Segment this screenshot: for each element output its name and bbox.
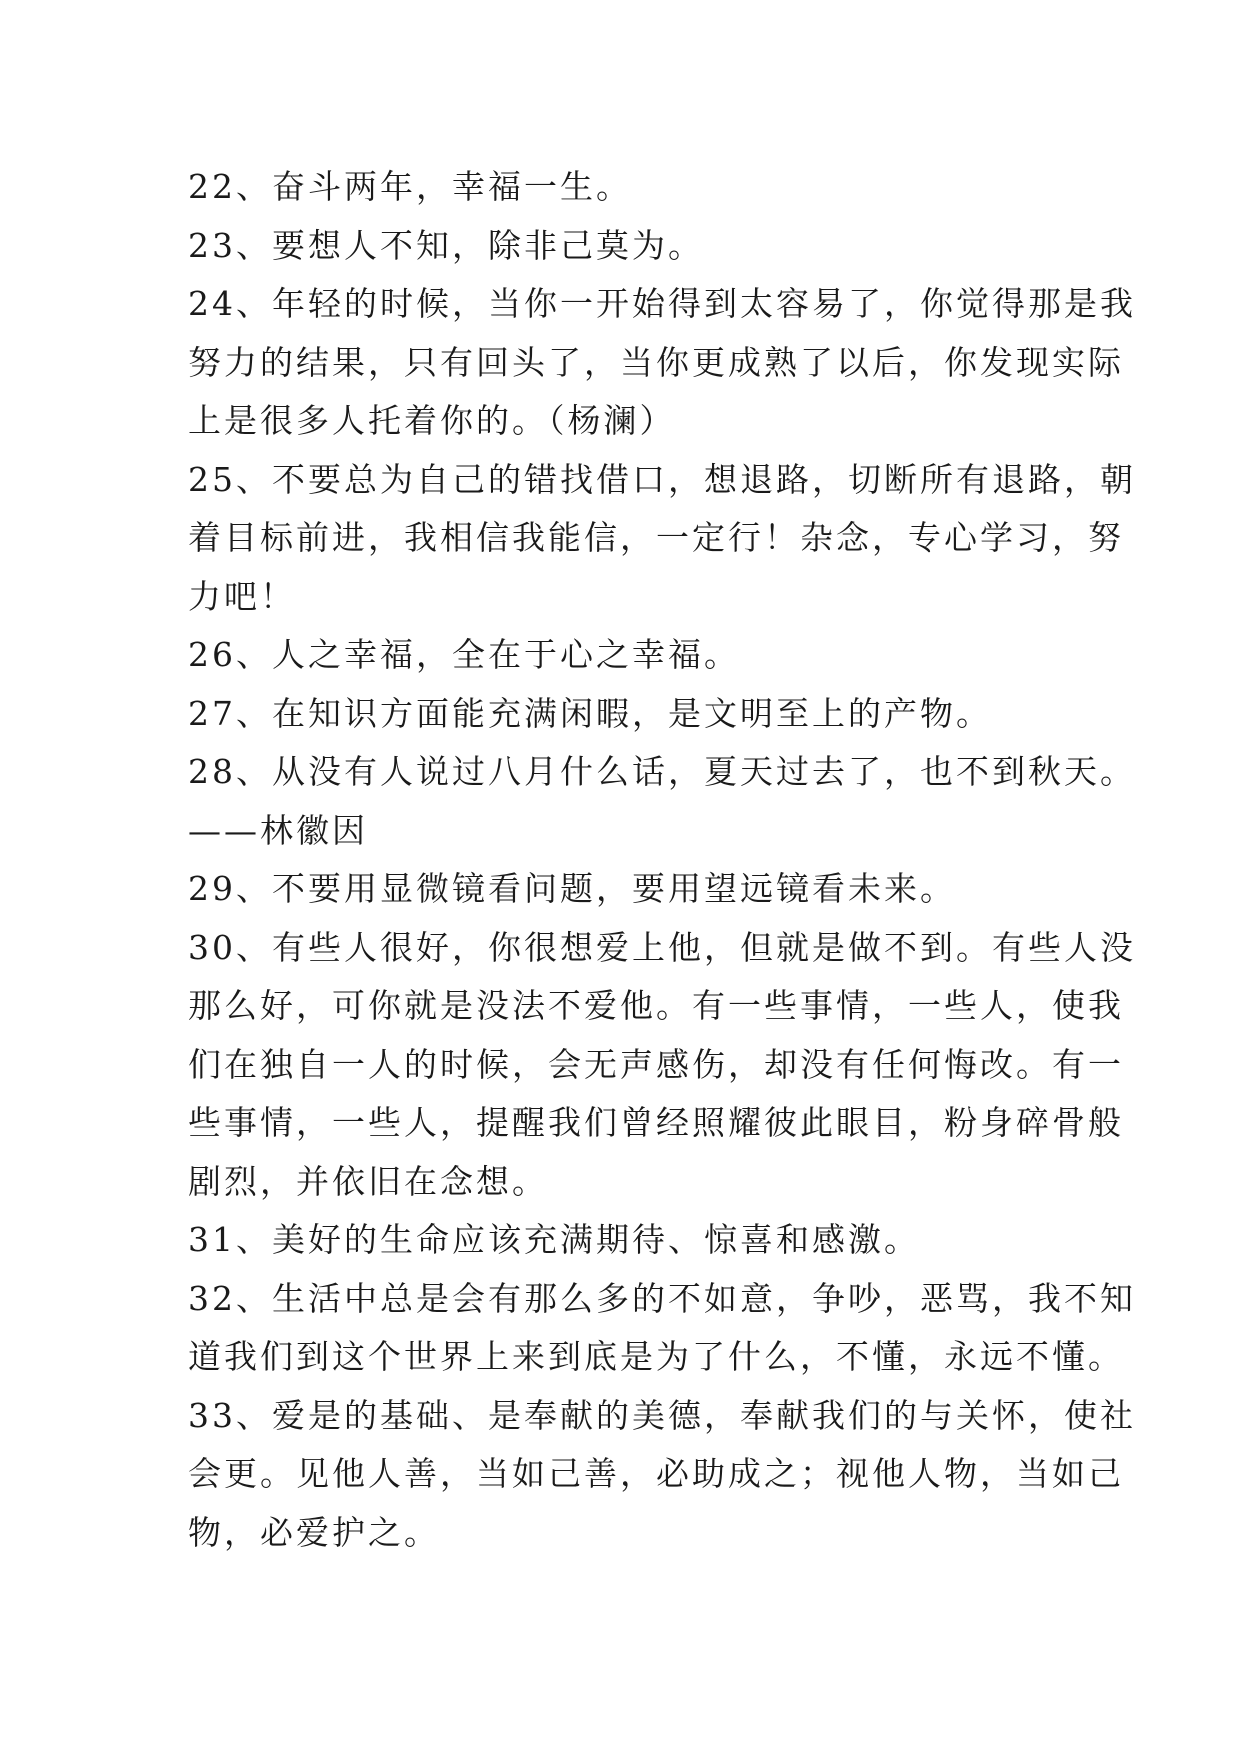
text-line: 那么好，可你就是没法不爱他。有一些事情，一些人，使我 — [188, 986, 1124, 1025]
text-line: 剧烈，并依旧在念想。 — [188, 1161, 548, 1201]
text-line: 31、美好的生命应该充满期待、惊喜和感激。 — [188, 1220, 920, 1259]
text-line: 24、年轻的时候，当你一开始得到太容易了，你觉得那是我 — [188, 284, 1136, 323]
text-line: 努力的结果，只有回头了，当你更成熟了以后，你发现实际 — [188, 342, 1124, 382]
text-line: 些事情，一些人，提醒我们曾经照耀彼此眼目，粉身碎骨般 — [188, 1103, 1124, 1142]
text-line: 23、要想人不知，除非己莫为。 — [188, 225, 704, 265]
text-line: ——林徽因 — [188, 810, 368, 850]
text-line: 们在独自一人的时候，会无声感伤，却没有任何悔改。有一 — [188, 1044, 1124, 1084]
document-body — [188, 158, 1136, 1562]
text-line: 力吧！ — [188, 576, 296, 616]
text-line: 26、人之幸福，全在于心之幸福。 — [188, 635, 740, 674]
text-line: 会更。见他人善，当如己善，必助成之；视他人物，当如己 — [188, 1454, 1124, 1493]
text-line: 物，必爱护之。 — [188, 1512, 440, 1552]
text-line: 29、不要用显微镜看问题，要用望远镜看未来。 — [188, 869, 956, 908]
text-line: 上是很多人托着你的。（杨澜） — [188, 401, 676, 440]
text-line: 27、在知识方面能充满闲暇，是文明至上的产物。 — [188, 693, 992, 733]
text-line: 30、有些人很好，你很想爱上他，但就是做不到。有些人没 — [188, 927, 1136, 967]
text-line: 33、爱是的基础、是奉献的美德，奉献我们的与关怀，使社 — [188, 1395, 1136, 1435]
text-line: 22、奋斗两年，幸福一生。 — [188, 167, 632, 206]
text-line: 28、从没有人说过八月什么话，夏天过去了，也不到秋天。 — [188, 752, 1136, 791]
text-line: 25、不要总为自己的错找借口，想退路，切断所有退路，朝 — [188, 459, 1136, 499]
text-line: 32、生活中总是会有那么多的不如意，争吵，恶骂，我不知 — [188, 1278, 1136, 1318]
text-line: 道我们到这个世界上来到底是为了什么，不懂，永远不懂。 — [188, 1337, 1124, 1376]
text-line: 着目标前进，我相信我能信，一定行！杂念，专心学习，努 — [188, 518, 1124, 557]
